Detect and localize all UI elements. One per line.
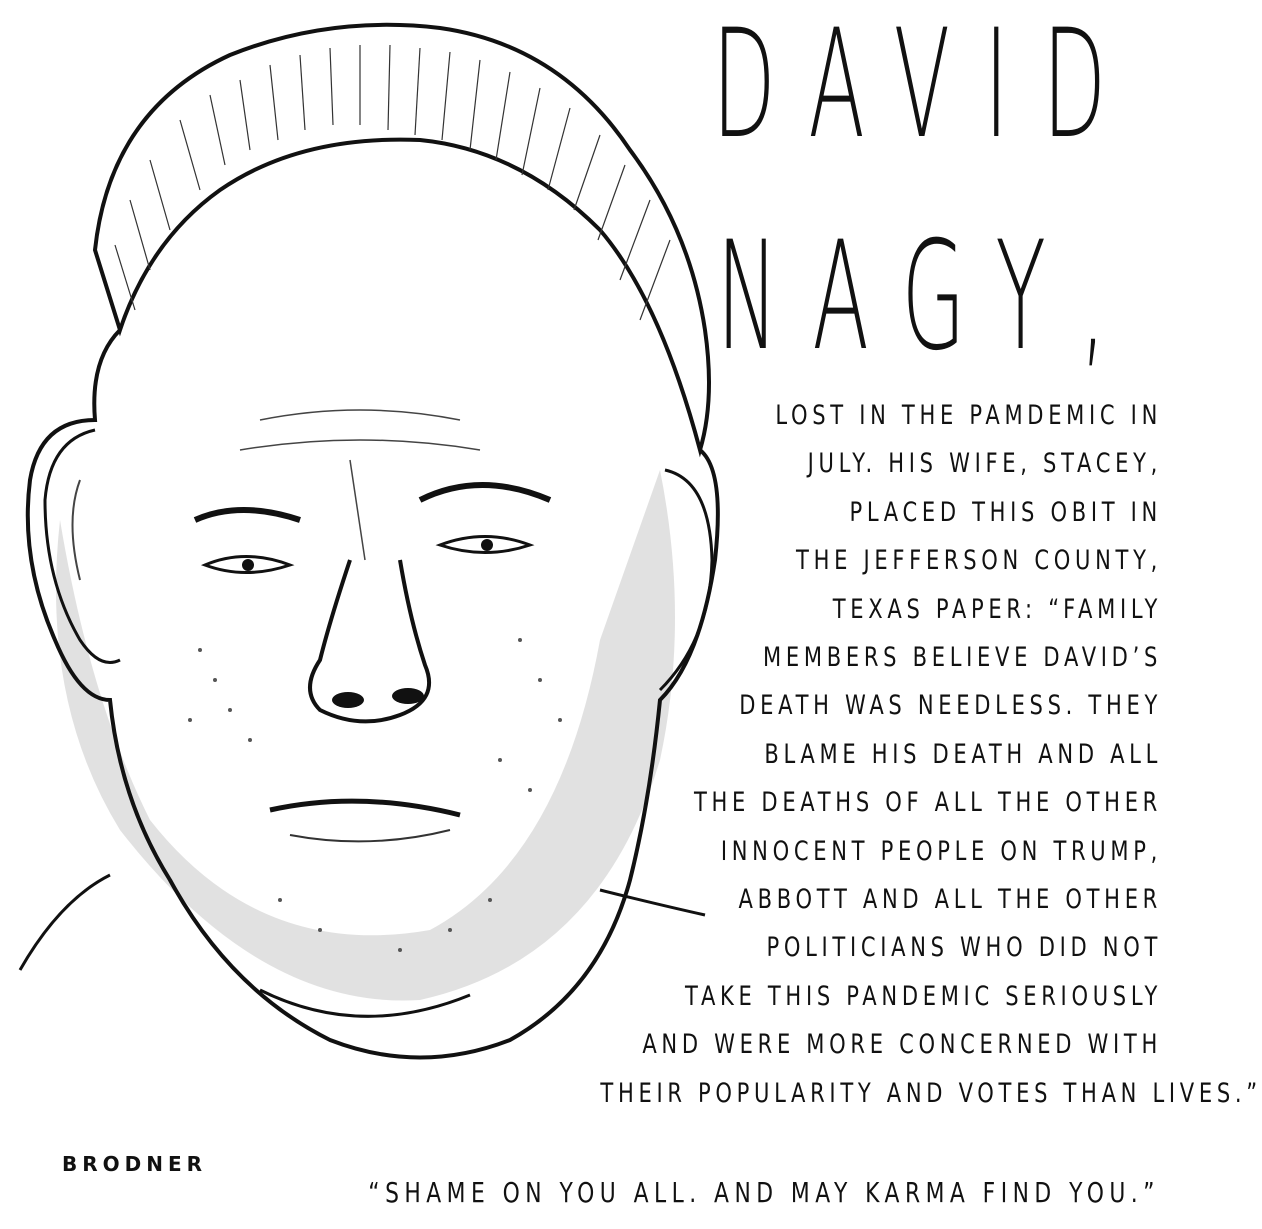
obituary-line: POLITICIANS WHO DID NOT [766, 932, 1162, 964]
obituary-line: TAKE THIS PANDEMIC SERIOUSLY [685, 980, 1162, 1012]
obituary-line: BLAME HIS DEATH AND ALL [764, 738, 1162, 770]
obituary-line: PLACED THIS OBIT IN [849, 496, 1162, 528]
shoulder-outline [20, 875, 110, 970]
headline-last-name: NAGY, [716, 210, 1140, 384]
mouth-outline [270, 801, 460, 815]
obituary-line: TEXAS PAPER: “FAMILY [832, 593, 1162, 625]
obituary-line: ABBOTT AND ALL THE OTHER [738, 884, 1162, 916]
obituary-line: DEATH WAS NEEDLESS. THEY [739, 690, 1162, 722]
headline-first-name: DAVID [711, 0, 1140, 172]
obituary-line: MEMBERS BELIEVE DAVID’S [763, 642, 1162, 674]
obituary-line: JULY. HIS WIFE, STACEY, [807, 448, 1162, 480]
obituary-line: THEIR POPULARITY AND VOTES THAN LIVES.” [600, 1077, 1262, 1109]
brow-left [195, 510, 300, 520]
obituary-line: INNOCENT PEOPLE ON TRUMP, [720, 835, 1162, 867]
obituary-line: THE JEFFERSON COUNTY, [796, 545, 1162, 577]
hair-outline [95, 25, 709, 450]
obituary-line: THE DEATHS OF ALL THE OTHER [694, 787, 1162, 819]
artist-signature: BRODNER [62, 1152, 208, 1176]
obituary-line: LOST IN THE PAMDEMIC IN [775, 400, 1162, 431]
closing-quote: “SHAME ON YOU ALL. AND MAY KARMA FIND YOU.” [368, 1176, 1160, 1209]
ear-left [45, 430, 120, 663]
obituary-line: AND WERE MORE CONCERNED WITH [642, 1029, 1162, 1061]
obituary-text [442, 392, 1262, 1118]
